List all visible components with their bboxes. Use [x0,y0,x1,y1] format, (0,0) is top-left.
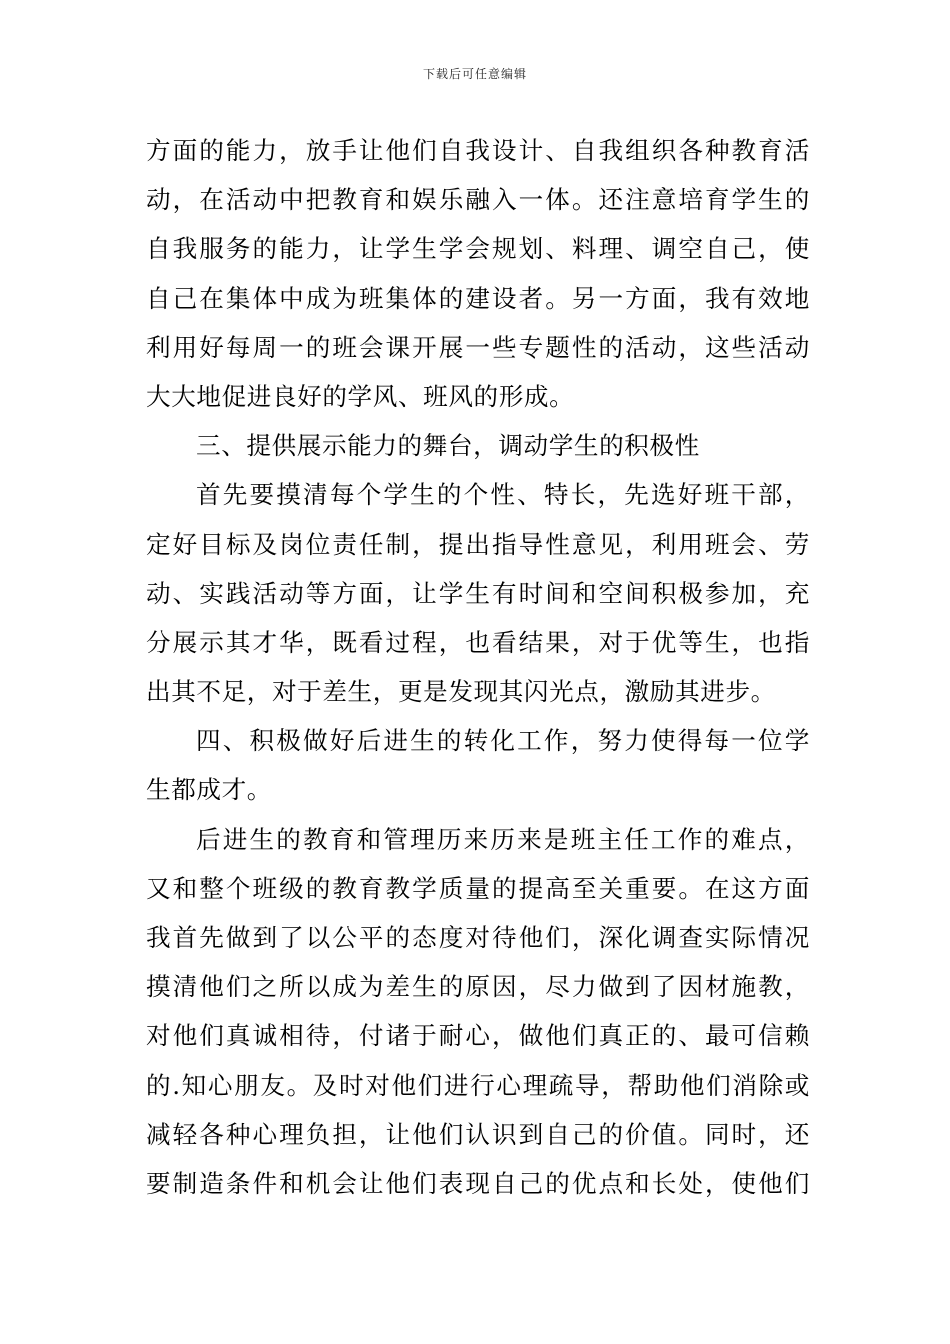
text-line: 摸清他们之所以成为差生的原因，尽力做到了因材施教， [146,972,810,1002]
document-body [146,126,810,1208]
text-line: 要制造条件和机会让他们表现自己的优点和长处，使他们 [146,1168,810,1198]
text-line: 我首先做到了以公平的态度对待他们，深化调查实际情况 [146,923,810,952]
text-line: 出其不足，对于差生，更是发现其闪光点，激励其进步。 [146,677,776,707]
page-header: 下载后可任意编辑 [422,67,527,81]
text-line: 四、积极做好后进生的转化工作，努力使得每一位学 [196,726,810,756]
text-line: 自我服务的能力，让学生学会规划、料理、调空自己，使 [146,234,810,264]
text-line: 自己在集体中成为班集体的建设者。另一方面，我有效地 [146,283,810,313]
text-line: 生都成才。 [146,775,272,805]
text-line: 减轻各种心理负担，让他们认识到自己的价值。同时，还 [146,1119,810,1149]
text-line: 三、提供展示能力的舞台，调动学生的积极性 [196,431,700,461]
text-line: 对他们真诚相待，付诸于耐心，做他们真正的、最可信赖 [146,1021,810,1051]
text-line: 动、实践活动等方面，让学生有时间和空间积极参加，充 [146,578,810,608]
text-line: 大大地促进良好的学风、班风的形成。 [146,381,575,411]
text-line: 动，在活动中把教育和娱乐融入一体。还注意培育学生的 [146,185,810,215]
text-line: 分展示其才华，既看过程，也看结果，对于优等生，也指 [146,627,810,657]
text-line: 后进生的教育和管理历来历来是班主任工作的难点， [196,824,810,854]
text-line: 的.知心朋友。及时对他们进行心理疏导，帮助他们消除或 [146,1070,810,1100]
text-line: 又和整个班级的教育教学质量的提高至关重要。在这方面 [146,873,810,903]
text-line: 定好目标及岗位责任制，提出指导性意见，利用班会、劳 [146,529,810,559]
text-line: 利用好每周一的班会课开展一些专题性的活动，这些活动 [146,332,810,362]
text-line: 首先要摸清每个学生的个性、特长，先选好班干部， [196,480,810,510]
text-line: 方面的能力，放手让他们自我设计、自我组织各种教育活 [146,136,810,165]
